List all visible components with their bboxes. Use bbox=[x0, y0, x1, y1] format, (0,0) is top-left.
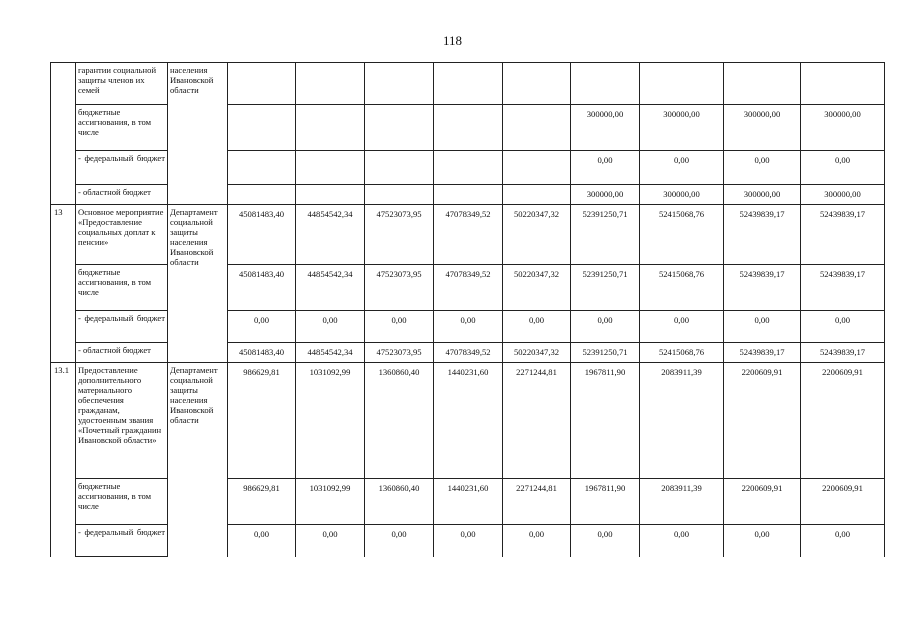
value-cell: 0,00 bbox=[571, 151, 640, 185]
value-cell: 50220347,32 bbox=[503, 343, 571, 363]
value-cell: 45081483,40 bbox=[228, 265, 296, 311]
value-cell bbox=[296, 63, 365, 105]
value-cell: 0,00 bbox=[571, 525, 640, 557]
value-cell: 52391250,71 bbox=[571, 265, 640, 311]
value-cell bbox=[228, 151, 296, 185]
value-cell: 300000,00 bbox=[801, 105, 885, 151]
description-prefix: - bbox=[78, 153, 81, 163]
value-cell: 47523073,95 bbox=[365, 205, 434, 265]
value-cell: 45081483,40 bbox=[228, 205, 296, 265]
row-number-cell: 13 bbox=[51, 205, 76, 363]
value-cell: 300000,00 bbox=[571, 185, 640, 205]
description-text: федеральный бюджет bbox=[84, 313, 165, 323]
value-cell: 0,00 bbox=[640, 151, 724, 185]
description-cell: Предоставление дополнительного материального обеспечения гражданам, удостоенным звания «Почетный гражданин Ивановской области» bbox=[76, 363, 168, 479]
description-cell bbox=[76, 525, 168, 557]
value-cell bbox=[640, 63, 724, 105]
value-cell: 1031092,99 bbox=[296, 479, 365, 525]
value-cell bbox=[434, 185, 503, 205]
description-text: федеральный бюджет bbox=[84, 153, 165, 163]
value-cell bbox=[434, 105, 503, 151]
value-cell bbox=[503, 185, 571, 205]
value-cell: 47078349,52 bbox=[434, 265, 503, 311]
description-cell: бюджетные ассигнования, в том числе bbox=[76, 265, 168, 311]
value-cell: 45081483,40 bbox=[228, 343, 296, 363]
value-cell bbox=[228, 105, 296, 151]
value-cell: 52439839,17 bbox=[801, 265, 885, 311]
value-cell: 44854542,34 bbox=[296, 205, 365, 265]
value-cell bbox=[296, 151, 365, 185]
value-cell: 0,00 bbox=[801, 311, 885, 343]
value-cell: 52391250,71 bbox=[571, 343, 640, 363]
description-prefix: - bbox=[78, 527, 81, 537]
value-cell: 300000,00 bbox=[571, 105, 640, 151]
value-cell bbox=[365, 151, 434, 185]
value-cell: 52415068,76 bbox=[640, 205, 724, 265]
description-cell: бюджетные ассигнования, в том числе bbox=[76, 479, 168, 525]
value-cell: 0,00 bbox=[724, 151, 801, 185]
value-cell: 52415068,76 bbox=[640, 343, 724, 363]
description-cell bbox=[76, 311, 168, 343]
value-cell bbox=[571, 63, 640, 105]
value-cell: 47523073,95 bbox=[365, 265, 434, 311]
row-number-cell: 13.1 bbox=[51, 363, 76, 557]
value-cell: 300000,00 bbox=[724, 105, 801, 151]
value-cell bbox=[365, 185, 434, 205]
table-row bbox=[51, 205, 885, 265]
value-cell: 0,00 bbox=[503, 525, 571, 557]
value-cell bbox=[228, 63, 296, 105]
executor-cell: населения Ивановской области bbox=[168, 63, 228, 205]
value-cell: 52415068,76 bbox=[640, 265, 724, 311]
value-cell: 300000,00 bbox=[640, 105, 724, 151]
value-cell: 2200609,91 bbox=[801, 363, 885, 479]
value-cell: 1440231,60 bbox=[434, 363, 503, 479]
value-cell: 986629,81 bbox=[228, 479, 296, 525]
value-cell: 1440231,60 bbox=[434, 479, 503, 525]
value-cell bbox=[365, 105, 434, 151]
row-number-cell bbox=[51, 63, 76, 205]
table-row bbox=[51, 363, 885, 479]
value-cell: 2200609,91 bbox=[801, 479, 885, 525]
value-cell: 52391250,71 bbox=[571, 205, 640, 265]
value-cell: 44854542,34 bbox=[296, 343, 365, 363]
value-cell: 52439839,17 bbox=[724, 265, 801, 311]
value-cell: 0,00 bbox=[296, 311, 365, 343]
value-cell: 52439839,17 bbox=[801, 343, 885, 363]
value-cell: 300000,00 bbox=[801, 185, 885, 205]
value-cell: 1360860,40 bbox=[365, 363, 434, 479]
value-cell: 2083911,39 bbox=[640, 479, 724, 525]
value-cell: 50220347,32 bbox=[503, 205, 571, 265]
value-cell bbox=[801, 63, 885, 105]
executor-cell: Департамент социальной защиты населения Ивановской области bbox=[168, 205, 228, 363]
value-cell: 2200609,91 bbox=[724, 363, 801, 479]
value-cell bbox=[296, 185, 365, 205]
value-cell: 44854542,34 bbox=[296, 265, 365, 311]
value-cell: 986629,81 bbox=[228, 363, 296, 479]
value-cell: 0,00 bbox=[365, 311, 434, 343]
value-cell: 0,00 bbox=[296, 525, 365, 557]
value-cell bbox=[434, 151, 503, 185]
table-row bbox=[51, 63, 885, 105]
value-cell: 1967811,90 bbox=[571, 363, 640, 479]
value-cell: 0,00 bbox=[228, 311, 296, 343]
value-cell: 0,00 bbox=[434, 311, 503, 343]
description-cell: гарантии социальной защиты членов их семей bbox=[76, 63, 168, 105]
description-cell: - областной бюджет bbox=[76, 343, 168, 363]
value-cell bbox=[434, 63, 503, 105]
value-cell: 52439839,17 bbox=[801, 205, 885, 265]
value-cell bbox=[228, 185, 296, 205]
value-cell: 0,00 bbox=[801, 525, 885, 557]
value-cell: 47078349,52 bbox=[434, 205, 503, 265]
value-cell bbox=[503, 151, 571, 185]
value-cell: 47523073,95 bbox=[365, 343, 434, 363]
value-cell: 0,00 bbox=[640, 311, 724, 343]
value-cell: 0,00 bbox=[434, 525, 503, 557]
value-cell bbox=[724, 63, 801, 105]
value-cell: 0,00 bbox=[228, 525, 296, 557]
value-cell: 0,00 bbox=[724, 311, 801, 343]
executor-cell: Департамент социальной защиты населения Ивановской области bbox=[168, 363, 228, 557]
value-cell: 2271244,81 bbox=[503, 479, 571, 525]
value-cell: 50220347,32 bbox=[503, 265, 571, 311]
description-cell bbox=[76, 151, 168, 185]
value-cell bbox=[365, 63, 434, 105]
value-cell: 0,00 bbox=[503, 311, 571, 343]
description-text: федеральный бюджет bbox=[84, 527, 165, 537]
value-cell: 0,00 bbox=[801, 151, 885, 185]
value-cell: 0,00 bbox=[724, 525, 801, 557]
value-cell: 52439839,17 bbox=[724, 343, 801, 363]
value-cell: 0,00 bbox=[640, 525, 724, 557]
value-cell: 2200609,91 bbox=[724, 479, 801, 525]
value-cell: 0,00 bbox=[571, 311, 640, 343]
value-cell: 1031092,99 bbox=[296, 363, 365, 479]
value-cell: 2083911,39 bbox=[640, 363, 724, 479]
value-cell: 52439839,17 bbox=[724, 205, 801, 265]
value-cell bbox=[503, 63, 571, 105]
value-cell: 0,00 bbox=[365, 525, 434, 557]
description-prefix: - bbox=[78, 313, 81, 323]
value-cell: 1360860,40 bbox=[365, 479, 434, 525]
page-number: 118 bbox=[442, 33, 463, 48]
value-cell: 2271244,81 bbox=[503, 363, 571, 479]
value-cell bbox=[296, 105, 365, 151]
description-cell: - областной бюджет bbox=[76, 185, 168, 205]
value-cell bbox=[503, 105, 571, 151]
budget-table bbox=[50, 62, 885, 557]
description-cell: бюджетные ассигнования, в том числе bbox=[76, 105, 168, 151]
value-cell: 1967811,90 bbox=[571, 479, 640, 525]
value-cell: 47078349,52 bbox=[434, 343, 503, 363]
value-cell: 300000,00 bbox=[724, 185, 801, 205]
value-cell: 300000,00 bbox=[640, 185, 724, 205]
description-cell: Основное мероприятие «Предоставление социальных доплат к пенсии» bbox=[76, 205, 168, 265]
